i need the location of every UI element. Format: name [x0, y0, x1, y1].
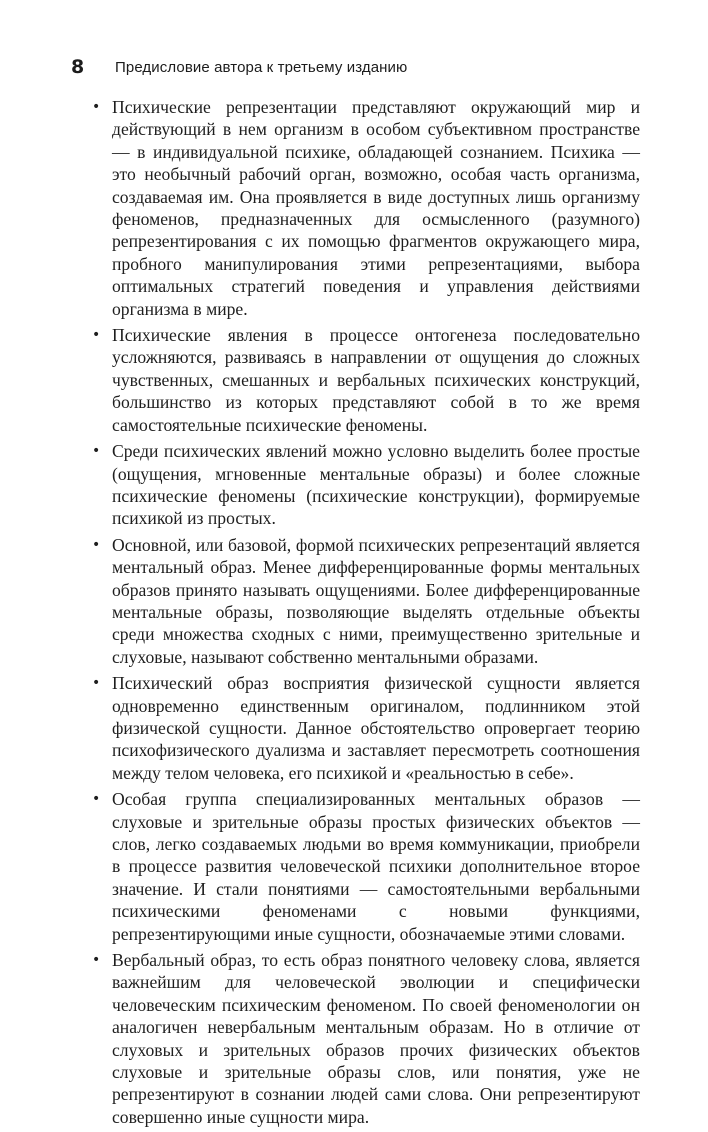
paragraph-text: Психические репрезентации представляют окружающий мир и действующий в нем организм в особом субъективном пространстве — в индивидуальной психике, обладающей сознанием. Психика — это необычный рабочий орган, возможно, особая часть организма, создаваемая им. Она проявляется в виде доступных лишь организму феноменов, предназначенных для осмысленного (разумного) репрезентирования с их помощью фрагментов окружающего мира, пробного манипулирования этими репрезентациями, выбора оптимальных стратегий поведения и управления действиями организма в мире.	[112, 97, 640, 319]
bullet-item	[92, 949, 640, 1128]
page-header	[71, 56, 407, 78]
bullet-icon: •	[92, 99, 101, 115]
bullet-list	[92, 96, 640, 1132]
bullet-icon: •	[92, 536, 101, 553]
paragraph-text: Психические явления в процессе онтогенеза последовательно усложняются, развиваясь в направлении от ощущения до сложных чувственных, смешанных и вербальных психических конструкций, большинство из которых представляют собой в то же время самостоятельные психические феномены.	[112, 325, 640, 435]
bullet-item	[92, 440, 640, 530]
page-number: 8	[71, 56, 85, 78]
paragraph-text: Основной, или базовой, формой психических репрезентаций является ментальный образ. Менее дифференцированные формы ментальных образов принято называть ощущениями. Более дифференцированные ментальные образы, позволяющие выделять отдельные объекты среди множества сходных с ними, преимущественно зрительные и слуховые, называют собственно ментальными образами.	[112, 534, 640, 667]
bullet-item	[92, 534, 640, 668]
running-title: Предисловие автора к третьему изданию	[115, 58, 408, 76]
bullet-icon: •	[92, 327, 101, 344]
paragraph-text: Особая группа специализированных ментальных образов — слуховые и зрительные образы простых физических объектов — слов, легко создаваемых людьми во время коммуникации, приобрели в процессе развития человеческой психики дополнительное второе значение. И стали понятиями — самостоятельными вербальными психическими феноменами с новыми функциями, репрезентирующими иные сущности, обозначаемые этими словами.	[112, 789, 640, 944]
paragraph-text: Среди психических явлений можно условно выделить более простые (ощущения, мгновенные ментальные образы) и более сложные психические феномены (психические конструкции), формируемые психикой из простых.	[112, 441, 640, 529]
bullet-item	[92, 96, 640, 320]
bullet-item	[92, 324, 640, 436]
paragraph-text: Психический образ восприятия физической сущности является одновременно единственным оригиналом, подлинником этой физической сущности. Данное обстоятельство опровергает теорию психофизического дуализма и заставляет пересмотреть соотношения между телом человека, его психикой и «реальностью в себе».	[112, 673, 640, 783]
bullet-icon: •	[92, 952, 101, 969]
bullet-icon: •	[92, 675, 101, 692]
bullet-item	[92, 788, 640, 945]
bullet-icon: •	[92, 791, 101, 808]
paragraph-text: Вербальный образ, то есть образ понятного человеку слова, является важнейшим для человеческой эволюции и специфически человеческим психическим феноменом. По своей феноменологии он аналогичен невербальным ментальным образам. Но в отличие от слуховых и зрительных образов прочих физических объектов слуховые и зрительные образы слов, или понятия, уже не репрезентируют в сознании людей сами слова. Они репрезентируют совершенно иные сущности мира.	[112, 950, 640, 1127]
bullet-icon: •	[92, 443, 101, 460]
bullet-item	[92, 672, 640, 784]
